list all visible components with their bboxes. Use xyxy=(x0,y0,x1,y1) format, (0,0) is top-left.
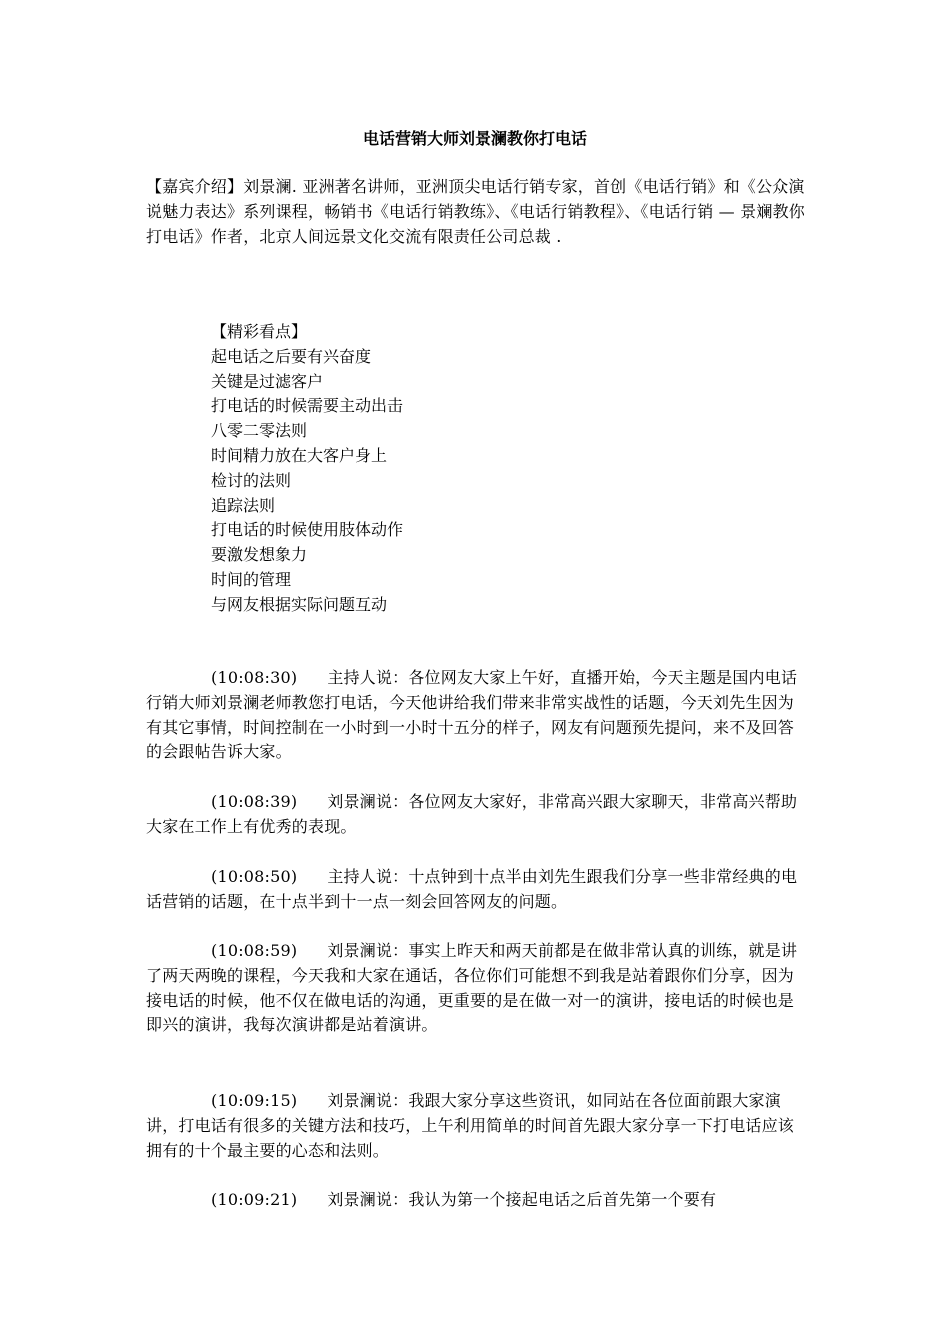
transcript-text: 刘景澜说：事实上昨天和两天前都是在做非常认真的训练，就是讲了两天两晚的课程，今天我和大家在通话，各位你们可能想不到我是站着跟你们分享，因为接电话的时候，他不仅在做电话的沟通，更重要的是在做一对一的演讲，接电话的时候也是即兴的演讲，我每次演讲都是站着演讲。 xyxy=(146,941,798,1035)
timestamp: (10:09:15) xyxy=(211,1091,298,1110)
document-title: 电话营销大师刘景澜教你打电话 xyxy=(362,129,587,148)
highlight-item: 关键是过滤客户 xyxy=(211,371,324,391)
transcript-paragraph xyxy=(146,1188,806,1213)
transcript-paragraph xyxy=(146,666,806,765)
highlight-item: 检讨的法则 xyxy=(211,470,292,490)
highlight-item: 打电话的时候使用肢体动作 xyxy=(211,520,404,540)
transcript-paragraph xyxy=(146,1089,806,1163)
highlight-item: 起电话之后要有兴奋度 xyxy=(211,346,372,366)
timestamp: (10:08:59) xyxy=(211,941,298,960)
timestamp: (10:08:39) xyxy=(211,792,298,811)
highlights-section xyxy=(211,320,403,618)
guest-introduction: 【嘉宾介绍】刘景澜. 亚洲著名讲师，亚洲顶尖电话行销专家，首创《电话行销》和《公众演说魅力表达》系列课程，畅销书《电话行销教练》、《电话行销教程》、《电话行销 — 景斓教你打电话》作者，北京人间远景文化交流有限责任公司总裁 . xyxy=(146,177,805,246)
highlight-item: 时间的管理 xyxy=(211,569,292,589)
timestamp: (10:08:50) xyxy=(211,867,298,886)
timestamp: (10:09:21) xyxy=(211,1190,298,1209)
highlight-item: 追踪法则 xyxy=(211,495,276,515)
timestamp: (10:08:30) xyxy=(211,668,298,687)
transcript-paragraph xyxy=(146,790,806,840)
highlight-item: 时间精力放在大客户身上 xyxy=(211,445,388,465)
transcript-text: 刘景澜说：各位网友大家好，非常高兴跟大家聊天，非常高兴帮助大家在工作上有优秀的表现。 xyxy=(146,792,798,836)
highlights-heading: 【精彩看点】 xyxy=(211,322,308,341)
transcript-paragraph xyxy=(146,865,806,915)
highlight-item: 与网友根据实际问题互动 xyxy=(211,594,388,614)
transcript-text: 刘景澜说：我跟大家分享这些资讯，如同站在各位面前跟大家演讲，打电话有很多的关键方法和技巧，上午利用简单的时间首先跟大家分享一下打电话应该拥有的十个最主要的心态和法则。 xyxy=(146,1091,795,1160)
transcript-paragraph xyxy=(146,939,806,1038)
transcript-text: 刘景澜说：我认为第一个接起电话之后首先第一个要有 xyxy=(327,1190,717,1209)
highlight-item: 打电话的时候需要主动出击 xyxy=(211,396,404,416)
highlight-item: 要激发想象力 xyxy=(211,545,308,565)
transcript-text: 主持人说：十点钟到十点半由刘先生跟我们分享一些非常经典的电话营销的话题，在十点半到十一点一刻会回答网友的问题。 xyxy=(146,867,798,911)
transcript-text: 主持人说：各位网友大家上午好，直播开始，今天主题是国内电话行销大师刘景澜老师教您打电话，今天他讲给我们带来非常实战性的话题，今天刘先生因为有其它事情，时间控制在一小时到一小时十五分的样子，网友有问题预先提问，来不及回答的会跟帖告诉大家。 xyxy=(146,668,798,762)
highlight-item: 八零二零法则 xyxy=(211,421,308,441)
